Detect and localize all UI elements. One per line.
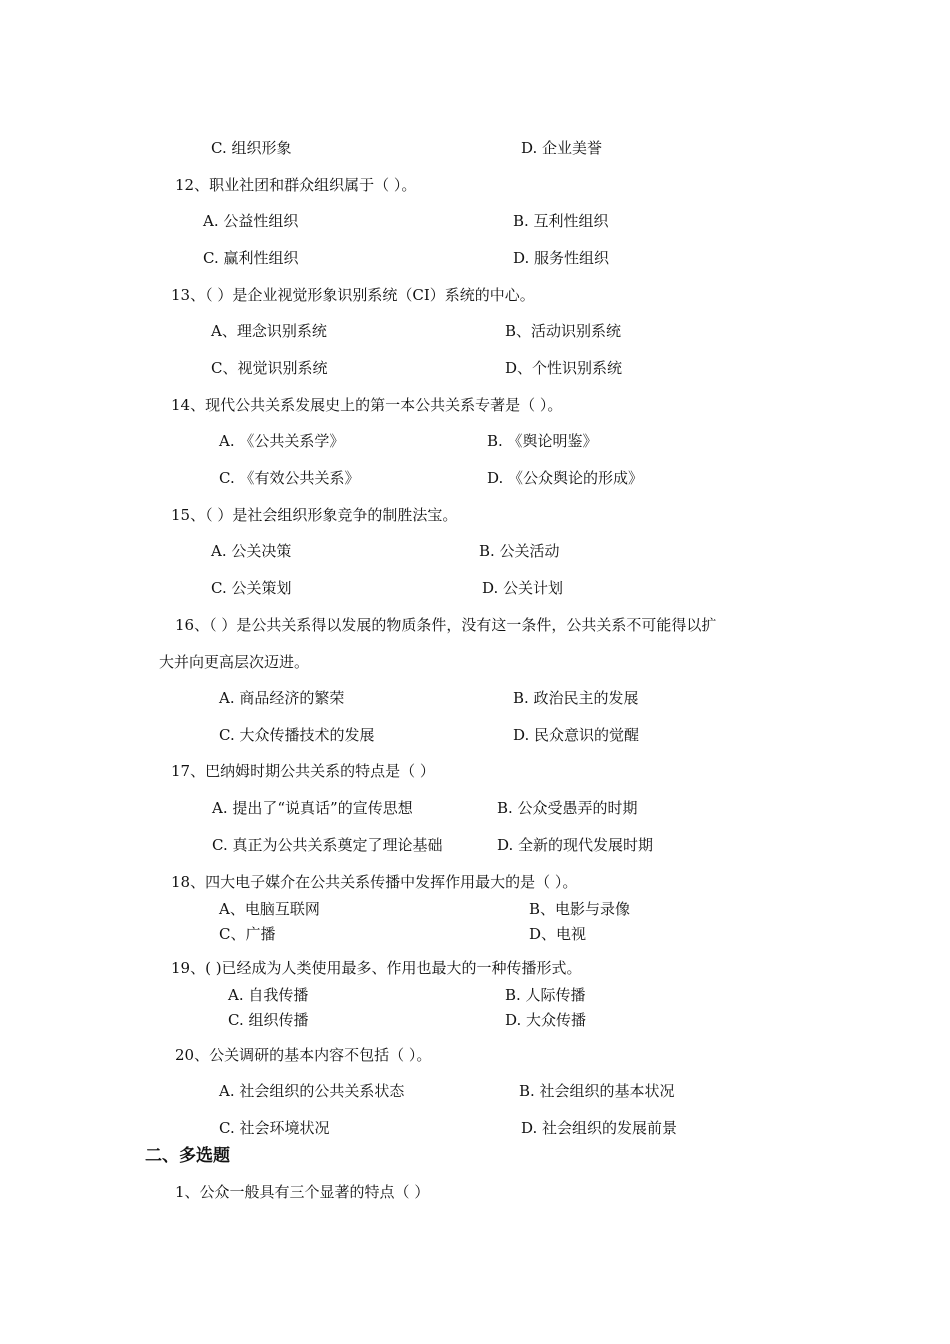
option-d: D、个性识别系统	[505, 359, 623, 377]
option-c: C. 组织传播	[228, 1011, 309, 1029]
question-16: 16、（ ）是公共关系得以发展的物质条件，没有这一条件，公共关系不可能得以扩	[175, 616, 717, 634]
option-d: D. 企业美誉	[521, 139, 603, 157]
section-heading-multiple-choice: 二、多选题	[145, 1146, 230, 1166]
question-13: 13、（ ）是企业视觉形象识别系统（CI）系统的中心。	[171, 286, 535, 304]
option-d: D、电视	[529, 925, 587, 943]
option-b: B. 互利性组织	[513, 212, 609, 230]
option-b: B. 社会组织的基本状况	[519, 1082, 675, 1100]
question-16-continued: 大并向更高层次迈进。	[159, 653, 310, 671]
option-a: A. 自我传播	[228, 986, 309, 1004]
option-c: C、视觉识别系统	[211, 359, 328, 377]
option-c: C、广播	[219, 925, 276, 943]
option-c: C. 赢利性组织	[203, 249, 299, 267]
option-d: D. 服务性组织	[513, 249, 610, 267]
option-c: C. 社会环境状况	[219, 1119, 330, 1137]
option-d: D. 大众传播	[505, 1011, 587, 1029]
option-d: D. 《公众舆论的形成》	[487, 469, 644, 487]
option-a: A. 公关决策	[211, 542, 292, 560]
question-1: 1、公众一般具有三个显著的特点（ ）	[175, 1183, 430, 1201]
option-a: A. 社会组织的公共关系状态	[219, 1082, 405, 1100]
option-c: C. 《有效公共关系》	[219, 469, 360, 487]
option-b: B. 公众受愚弄的时期	[497, 799, 638, 817]
question-14: 14、现代公共关系发展史上的第一本公共关系专著是（ ）。	[171, 396, 563, 414]
option-d: D. 民众意识的觉醒	[513, 726, 640, 744]
option-c: C. 真正为公共关系奠定了理论基础	[212, 836, 443, 854]
option-b: B. 政治民主的发展	[513, 689, 639, 707]
question-19: 19、( )已经成为人类使用最多、作用也最大的一种传播形式。	[171, 959, 582, 977]
option-b: B、电影与录像	[529, 900, 631, 918]
option-a: A、电脑互联网	[219, 900, 320, 918]
option-a: A. 《公共关系学》	[219, 432, 345, 450]
option-b: B. 《舆论明鉴》	[487, 432, 598, 450]
option-d: D. 社会组织的发展前景	[521, 1119, 678, 1137]
question-15: 15、（ ）是社会组织形象竞争的制胜法宝。	[171, 506, 458, 524]
option-a: A、理念识别系统	[211, 322, 327, 340]
question-12: 12、职业社团和群众组织属于（ ）。	[175, 176, 417, 194]
option-d: D. 全新的现代发展时期	[497, 836, 654, 854]
option-b: B. 人际传播	[505, 986, 586, 1004]
option-c: C. 组织形象	[211, 139, 292, 157]
option-a: A. 提出了“说真话”的宣传思想	[212, 799, 413, 817]
option-a: A. 商品经济的繁荣	[219, 689, 345, 707]
option-b: B. 公关活动	[479, 542, 560, 560]
question-20: 20、公关调研的基本内容不包括（ ）。	[175, 1046, 432, 1064]
option-d: D. 公关计划	[482, 579, 564, 597]
option-b: B、活动识别系统	[505, 322, 622, 340]
option-a: A. 公益性组织	[203, 212, 299, 230]
option-c: C. 大众传播技术的发展	[219, 726, 375, 744]
option-c: C. 公关策划	[211, 579, 292, 597]
question-18: 18、四大电子媒介在公共关系传播中发挥作用最大的是（ ）。	[171, 873, 578, 891]
question-17: 17、巴纳姆时期公共关系的特点是（ ）	[171, 762, 435, 780]
